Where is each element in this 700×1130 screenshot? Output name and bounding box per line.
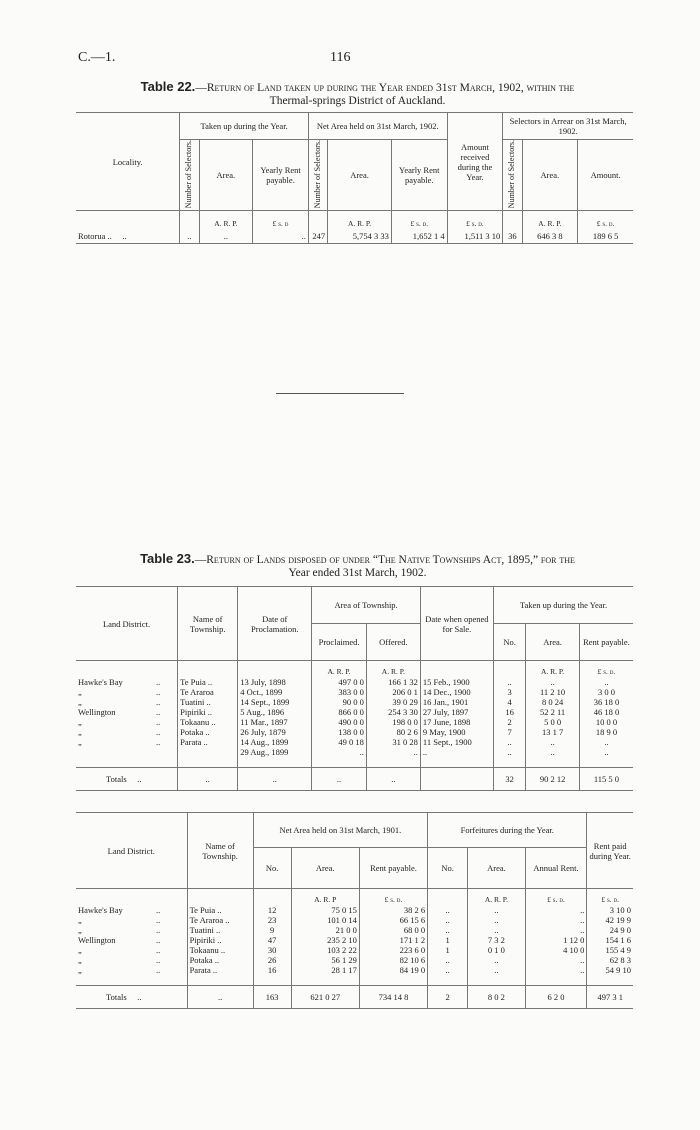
t24-h-no-2: No.	[428, 848, 468, 889]
t24-body	[76, 905, 633, 986]
district-name: Wellington	[78, 935, 116, 945]
township-name	[178, 747, 238, 757]
leader-dots: ..	[156, 687, 161, 697]
net-area: 235 2 10	[291, 935, 359, 945]
taken-no: 3	[493, 687, 525, 697]
t22-n-num: 247	[308, 229, 327, 244]
t23-totals-label: Totals	[106, 774, 127, 784]
taken-no: 16	[493, 707, 525, 717]
township-name: Tuatini ..	[178, 697, 238, 707]
t23-h-area-town: Area of Township.	[312, 587, 421, 624]
t22-h-amount: Amount received during the Year.	[447, 113, 503, 211]
table-row	[76, 747, 633, 757]
proclamation-date: 13 July, 1898	[238, 677, 312, 687]
proclamation-date: 14 Sept., 1899	[238, 697, 312, 707]
t24-totals-dots: ..	[137, 992, 142, 1002]
table-row	[76, 915, 633, 925]
t23-totals-name: ..	[178, 768, 238, 791]
date-opened: 11 Sept., 1900	[420, 737, 493, 747]
t22-a-amt: 189 6 5	[578, 229, 633, 244]
t24-totals-row	[76, 986, 633, 1009]
taken-area: 8 0 24	[526, 697, 580, 707]
taken-rent: ..	[579, 677, 633, 687]
table23-title-line2: Year ended 31st March, 1902.	[288, 567, 427, 579]
table-row	[76, 707, 633, 717]
t22-h-locality: Locality.	[112, 156, 143, 167]
taken-rent: 18 9 0	[579, 727, 633, 737]
t22-n-area: 5,754 3 33	[328, 229, 392, 244]
t24-h-land: Land District.	[107, 845, 155, 856]
t24-unit-lsd-2: £ s. d.	[525, 889, 587, 906]
area-proclaimed: 138 0 0	[312, 727, 367, 737]
area-proclaimed: 497 0 0	[312, 677, 367, 687]
taken-rent: ..	[579, 737, 633, 747]
table22	[76, 112, 633, 244]
net-no: 30	[253, 945, 291, 955]
table-row	[76, 925, 633, 935]
forfeit-area: ..	[468, 965, 525, 975]
net-rent: 171 1 2	[359, 935, 427, 945]
township-name: Pipiriki ..	[187, 935, 253, 945]
spacer-cell	[468, 975, 525, 986]
area-proclaimed: 49 0 18	[312, 737, 367, 747]
forfeit-area: 0 1 0	[468, 945, 525, 955]
township-name: Pipiriki ..	[178, 707, 238, 717]
net-area: 103 2 22	[291, 945, 359, 955]
forfeit-area: ..	[468, 925, 525, 935]
t23-totals-rent: 115 5 0	[579, 768, 633, 791]
table22-title-line2: Thermal-springs District of Auckland.	[269, 95, 446, 107]
date-opened: 27 July, 1897	[420, 707, 493, 717]
t23-h-area: Area.	[526, 624, 580, 661]
forfeit-annual-rent: ..	[525, 955, 587, 965]
table-row	[76, 229, 633, 244]
t24-unit-lsd-1: £ s. d.	[359, 889, 427, 906]
net-rent: 66 15 6	[359, 915, 427, 925]
t22-amount: 1,511 3 10	[447, 229, 503, 244]
district-name: „	[78, 945, 82, 955]
township-name: Tokaanu ..	[178, 717, 238, 727]
leader-dots: ..	[156, 905, 161, 915]
t22-unit-lsd-3: £ s. d.	[447, 211, 503, 230]
spacer-cell	[428, 975, 468, 986]
proclamation-date: 26 July, 1879	[238, 727, 312, 737]
rent-paid: 3 10 0	[587, 905, 633, 915]
area-offered: 206 0 1	[366, 687, 420, 697]
leader-dots: ..	[156, 717, 161, 727]
t23-body	[76, 677, 633, 768]
t24-totals-no: 163	[253, 986, 291, 1009]
area-offered: 254 3 30	[366, 707, 420, 717]
t23-totals-row	[76, 768, 633, 791]
net-rent: 38 2 6	[359, 905, 427, 915]
taken-no: ..	[493, 737, 525, 747]
t22-n-rent: 1,652 1 4	[391, 229, 447, 244]
forfeit-annual-rent: 1 12 0	[525, 935, 587, 945]
taken-rent: 3 0 0	[579, 687, 633, 697]
area-offered: 39 0 29	[366, 697, 420, 707]
township-name: Parata ..	[187, 965, 253, 975]
t23-unit-lsd: £ s. d.	[579, 661, 633, 678]
proclamation-date: 29 Aug., 1899	[238, 747, 312, 757]
date-opened: 15 Feb., 1900	[420, 677, 493, 687]
table-row	[76, 737, 633, 747]
township-name: Te Puia ..	[178, 677, 238, 687]
t24-h-forf: Forfeitures during the Year.	[428, 813, 587, 848]
spacer-cell	[587, 975, 633, 986]
forfeit-area: ..	[468, 955, 525, 965]
forfeit-annual-rent: ..	[525, 925, 587, 935]
t22-h-rent-1: Yearly Rent payable.	[253, 140, 309, 211]
leader-dots: ..	[156, 955, 161, 965]
t22-h-arrear: Selectors in Arrear on 31st March, 1902.	[503, 113, 633, 140]
leader-dots: ..	[156, 935, 161, 945]
area-proclaimed: 866 0 0	[312, 707, 367, 717]
t22-h-area-2: Area.	[328, 140, 392, 211]
t24-totals-label: Totals	[106, 992, 127, 1002]
t24-totals-rent: 734 14 8	[359, 986, 427, 1009]
forfeit-no: ..	[428, 915, 468, 925]
net-no: 26	[253, 955, 291, 965]
t24-totals-farea: 8 0 2	[468, 986, 525, 1009]
spacer-row	[76, 975, 633, 986]
area-proclaimed: ..	[312, 747, 367, 757]
spacer-cell	[366, 757, 420, 768]
spacer-cell	[187, 975, 253, 986]
taken-area: 13 1 7	[526, 727, 580, 737]
t24-unit-arp-2: A. R. P.	[468, 889, 525, 906]
area-offered: ..	[366, 747, 420, 757]
taken-no: 4	[493, 697, 525, 707]
rent-paid: 62 8 3	[587, 955, 633, 965]
t24-unit-arp-1: A. R. P	[291, 889, 359, 906]
net-no: 47	[253, 935, 291, 945]
proclamation-date: 11 Mar., 1897	[238, 717, 312, 727]
rent-paid: 155 4 9	[587, 945, 633, 955]
taken-rent: 10 0 0	[579, 717, 633, 727]
taken-area: 5 0 0	[526, 717, 580, 727]
t23-unit-arp-2: A. R. P.	[366, 661, 420, 678]
t24-h-area-2: Area.	[468, 848, 525, 889]
t22-unit-arp-3: A. R. P.	[522, 211, 578, 230]
table-row	[76, 697, 633, 707]
date-opened: 16 Jan., 1901	[420, 697, 493, 707]
area-proclaimed: 490 0 0	[312, 717, 367, 727]
district-name: „	[78, 687, 82, 697]
spacer-cell	[526, 757, 580, 768]
area-offered: 166 1 32	[366, 677, 420, 687]
taken-area: ..	[526, 677, 580, 687]
township-name: Te Araroa ..	[187, 915, 253, 925]
table-row	[76, 717, 633, 727]
t22-dots: ..	[122, 231, 127, 242]
taken-area: 11 2 10	[526, 687, 580, 697]
table-row	[76, 955, 633, 965]
district-name: Hawke's Bay	[78, 905, 123, 915]
t22-h-area-1: Area.	[199, 140, 253, 211]
table-row	[76, 677, 633, 687]
t22-unit-arp-2: A. R. P.	[328, 211, 392, 230]
forfeit-area: 7 3 2	[468, 935, 525, 945]
township-name: Potaka ..	[178, 727, 238, 737]
table-row	[76, 935, 633, 945]
t23-h-rent: Rent payable.	[579, 624, 633, 661]
t22-unit-arp-1: A. R. P.	[199, 211, 253, 230]
leader-dots: ..	[156, 965, 161, 975]
township-name: Te Araroa	[178, 687, 238, 697]
taken-area: ..	[526, 747, 580, 757]
forfeit-annual-rent: ..	[525, 905, 587, 915]
t22-h-taken: Taken up during the Year.	[180, 113, 309, 140]
district-name: „	[78, 965, 82, 975]
table-row	[76, 727, 633, 737]
forfeit-annual-rent: ..	[525, 965, 587, 975]
spacer-cell	[253, 975, 291, 986]
area-proclaimed: 90 0 0	[312, 697, 367, 707]
t23-h-no: No.	[493, 624, 525, 661]
t22-h-amt: Amount.	[578, 140, 633, 211]
spacer-cell	[178, 757, 238, 768]
spacer-cell	[359, 975, 427, 986]
district-name: „	[78, 717, 82, 727]
district-name: „	[78, 925, 82, 935]
t23-h-name: Name of Township.	[178, 587, 238, 661]
leader-dots: ..	[156, 945, 161, 955]
area-offered: 31 0 28	[366, 737, 420, 747]
t24-totals-paid: 497 3 1	[587, 986, 633, 1009]
date-opened: 9 May, 1900	[420, 727, 493, 737]
township-name: Parata ..	[178, 737, 238, 747]
t22-unit-lsd-4: £ s. d.	[578, 211, 633, 230]
net-rent: 223 6 0	[359, 945, 427, 955]
forfeit-no: ..	[428, 925, 468, 935]
forfeit-no: ..	[428, 905, 468, 915]
t22-h-area-3: Area.	[522, 140, 578, 211]
table-row	[76, 905, 633, 915]
table23-title	[80, 552, 635, 580]
t22-unit-lsd-1: £ s. d	[253, 211, 309, 230]
t24-totals-name: ..	[187, 986, 253, 1009]
forfeit-annual-rent: 4 10 0	[525, 945, 587, 955]
t24-h-annual: Annual Rent.	[525, 848, 587, 889]
net-no: 23	[253, 915, 291, 925]
taken-no: 7	[493, 727, 525, 737]
net-no: 9	[253, 925, 291, 935]
area-proclaimed: 383 0 0	[312, 687, 367, 697]
table23-title-line1: —Return of Lands disposed of under “The Native Townships Act, 1895,” for the	[194, 554, 575, 566]
t23-h-opened: Date when opened for Sale.	[420, 587, 493, 661]
forfeit-annual-rent: ..	[525, 915, 587, 925]
date-opened: 14 Dec., 1900	[420, 687, 493, 697]
forfeit-no: 1	[428, 945, 468, 955]
net-area: 28 1 17	[291, 965, 359, 975]
taken-no: 2	[493, 717, 525, 727]
rent-paid: 54 9 10	[587, 965, 633, 975]
t22-t-num: ..	[180, 229, 199, 244]
t24-h-rent: Rent payable.	[359, 848, 427, 889]
t23-totals-no: 32	[493, 768, 525, 791]
t23-totals-opened	[420, 768, 493, 791]
net-area: 56 1 29	[291, 955, 359, 965]
township-name: Tokaanu ..	[187, 945, 253, 955]
t24-totals-fno: 2	[428, 986, 468, 1009]
t23-h-proclaimed: Proclaimed.	[312, 624, 367, 661]
district-name: „	[78, 915, 82, 925]
forfeit-no: ..	[428, 965, 468, 975]
t24-h-rentpaid: Rent paid during Year.	[587, 813, 633, 889]
leader-dots: ..	[156, 677, 161, 687]
net-area: 21 0 0	[291, 925, 359, 935]
spacer-cell	[493, 757, 525, 768]
spacer-cell	[420, 757, 493, 768]
t22-a-area: 646 3 8	[522, 229, 578, 244]
t22-t-rent: ..	[253, 229, 309, 244]
leader-dots: ..	[156, 925, 161, 935]
net-rent: 84 19 0	[359, 965, 427, 975]
taken-area: ..	[526, 737, 580, 747]
t24-h-no-1: No.	[253, 848, 291, 889]
net-no: 16	[253, 965, 291, 975]
district-name: Wellington	[78, 707, 116, 717]
table22-title	[80, 80, 635, 108]
rent-paid: 154 1 6	[587, 935, 633, 945]
table23-number: Table 23.	[140, 551, 195, 566]
district-name: „	[78, 955, 82, 965]
leader-dots: ..	[156, 727, 161, 737]
leader-dots: ..	[156, 915, 161, 925]
district-name: Hawke's Bay	[78, 677, 123, 687]
t24-totals-area: 621 0 27	[291, 986, 359, 1009]
t23-totals-dots: ..	[137, 774, 142, 784]
t22-h-net: Net Area held on 31st March, 1902.	[308, 113, 447, 140]
t23-totals-proc: ..	[312, 768, 367, 791]
t22-locality: Rotorua ..	[78, 231, 112, 242]
spacer-cell	[525, 975, 587, 986]
area-offered: 80 2 6	[366, 727, 420, 737]
forfeit-area: ..	[468, 915, 525, 925]
spacer-cell	[76, 975, 187, 986]
net-rent: 82 10 6	[359, 955, 427, 965]
t23-totals-area: 90 2 12	[526, 768, 580, 791]
table24	[76, 812, 633, 1009]
taken-no: ..	[493, 747, 525, 757]
net-area: 75 0 15	[291, 905, 359, 915]
township-name: Potaka ..	[187, 955, 253, 965]
t24-h-net: Net Area held on 31st March, 1901.	[253, 813, 427, 848]
t23-h-offered: Offered.	[366, 624, 420, 661]
leader-dots: ..	[156, 737, 161, 747]
page-reference: C.—1.	[78, 50, 116, 65]
table22-number: Table 22.	[140, 79, 196, 94]
t23-unit-arp-3: A. R. P.	[526, 661, 580, 678]
net-no: 12	[253, 905, 291, 915]
date-opened: ..	[420, 747, 493, 757]
taken-rent: 36 18 0	[579, 697, 633, 707]
t22-h-rent-2: Yearly Rent payable.	[391, 140, 447, 211]
taken-area: 52 2 11	[526, 707, 580, 717]
t23-h-date: Date of Proclamation.	[238, 587, 312, 661]
leader-dots: ..	[156, 707, 161, 717]
district-name: „	[78, 737, 82, 747]
spacer-cell	[312, 757, 367, 768]
forfeit-no: 1	[428, 935, 468, 945]
date-opened: 17 June, 1898	[420, 717, 493, 727]
t22-h-numsel-1: Number of Selectors.	[184, 140, 194, 209]
rent-paid: 42 19 9	[587, 915, 633, 925]
t22-a-num: 36	[503, 229, 522, 244]
district-name: „	[78, 727, 82, 737]
t24-h-name: Name of Township.	[187, 813, 253, 889]
page-number: 116	[330, 50, 351, 65]
net-rent: 68 0 0	[359, 925, 427, 935]
t23-h-land: Land District.	[102, 618, 151, 629]
spacer-row	[76, 757, 633, 768]
district-name: „	[78, 697, 82, 707]
t24-totals-fann: 6 2 0	[525, 986, 587, 1009]
net-area: 101 0 14	[291, 915, 359, 925]
t22-h-numsel-3: Number of Selectors.	[507, 140, 517, 209]
table-row	[76, 687, 633, 697]
forfeit-no: ..	[428, 955, 468, 965]
proclamation-date: 5 Aug., 1896	[238, 707, 312, 717]
t22-h-numsel-2: Number of Selectors.	[313, 140, 322, 209]
forfeit-area: ..	[468, 905, 525, 915]
t24-unit-lsd-3: £ s. d.	[587, 889, 633, 906]
t23-totals-date: ..	[238, 768, 312, 791]
taken-rent: ..	[579, 747, 633, 757]
taken-rent: 46 18 0	[579, 707, 633, 717]
section-separator	[276, 393, 404, 394]
spacer-cell	[76, 757, 178, 768]
table-row	[76, 945, 633, 955]
t22-unit-lsd-2: £ s. d.	[391, 211, 447, 230]
table-row	[76, 965, 633, 975]
spacer-cell	[291, 975, 359, 986]
table23	[76, 586, 633, 791]
rent-paid: 24 9 0	[587, 925, 633, 935]
table22-title-line1: —Return of Land taken up during the Year ended 31st March, 1902, within the	[195, 82, 575, 94]
spacer-cell	[579, 757, 633, 768]
leader-dots: ..	[156, 697, 161, 707]
proclamation-date: 14 Aug., 1899	[238, 737, 312, 747]
taken-no: ..	[493, 677, 525, 687]
proclamation-date: 4 Oct., 1899	[238, 687, 312, 697]
t22-t-area: ..	[199, 229, 253, 244]
spacer-cell	[238, 757, 312, 768]
t23-totals-off: ..	[366, 768, 420, 791]
t23-h-taken: Taken up during the Year.	[493, 587, 633, 624]
area-offered: 198 0 0	[366, 717, 420, 727]
township-name: Te Puia ..	[187, 905, 253, 915]
t23-unit-arp-1: A. R. P.	[312, 661, 367, 678]
t24-h-area-1: Area.	[291, 848, 359, 889]
township-name: Tuatini ..	[187, 925, 253, 935]
